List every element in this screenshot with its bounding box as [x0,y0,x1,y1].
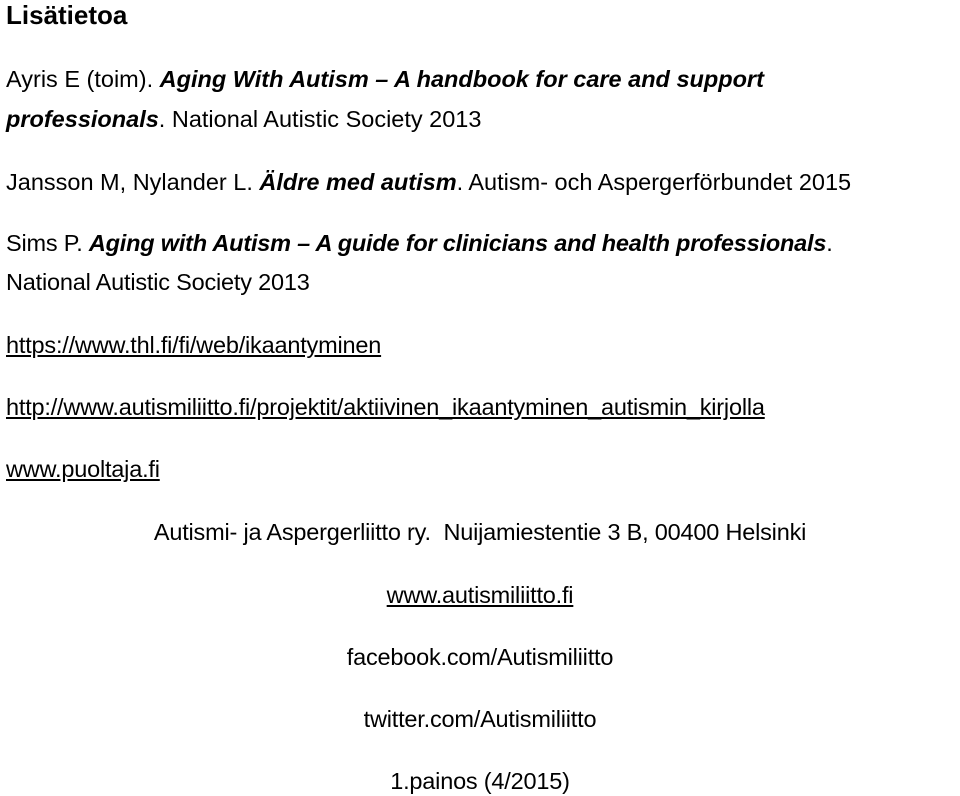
reference-1-line-1 [6,64,764,94]
reference-2-author: Jansson M, Nylander L. [6,169,260,195]
link-puoltaja[interactable]: www.puoltaja.fi [6,456,160,482]
reference-3-author: Sims P. [6,230,89,256]
reference-2-title: Äldre med autism [259,169,457,195]
reference-3-punct: . [826,230,833,256]
facebook-link: facebook.com/Autismiliitto [346,644,614,670]
reference-2 [6,167,851,197]
reference-1-publisher: . National Autistic Society 2013 [158,106,482,132]
organization-address: Autismi- ja Aspergerliitto ry. Nuijamiestentie 3 B, 00400 Helsinki [153,519,807,545]
edition-info: 1.painos (4/2015) [390,768,570,794]
reference-2-publisher: . Autism- och Aspergerförbundet 2015 [456,169,852,195]
twitter-link: twitter.com/Autismiliitto [363,706,597,732]
reference-1-title-cont: professionals [6,106,159,132]
reference-3-line-2: National Autistic Society 2013 [6,269,310,295]
reference-1-title: Aging With Autism – A handbook for care and support [159,66,764,92]
link-autismiliitto-project[interactable]: http://www.autismiliitto.fi/projektit/aktiivinen_ikaantyminen_autismin_kirjolla [6,394,765,420]
reference-1-line-2 [6,104,481,134]
reference-3-line-1 [6,228,833,258]
website-link[interactable]: www.autismiliitto.fi [386,582,574,608]
reference-1-author: Ayris E (toim). [6,66,160,92]
link-thl[interactable]: https://www.thl.fi/fi/web/ikaantyminen [6,332,382,358]
page-title: Lisätietoa [6,0,128,30]
reference-3-title: Aging with Autism – A guide for clinicians and health professionals [88,230,827,256]
